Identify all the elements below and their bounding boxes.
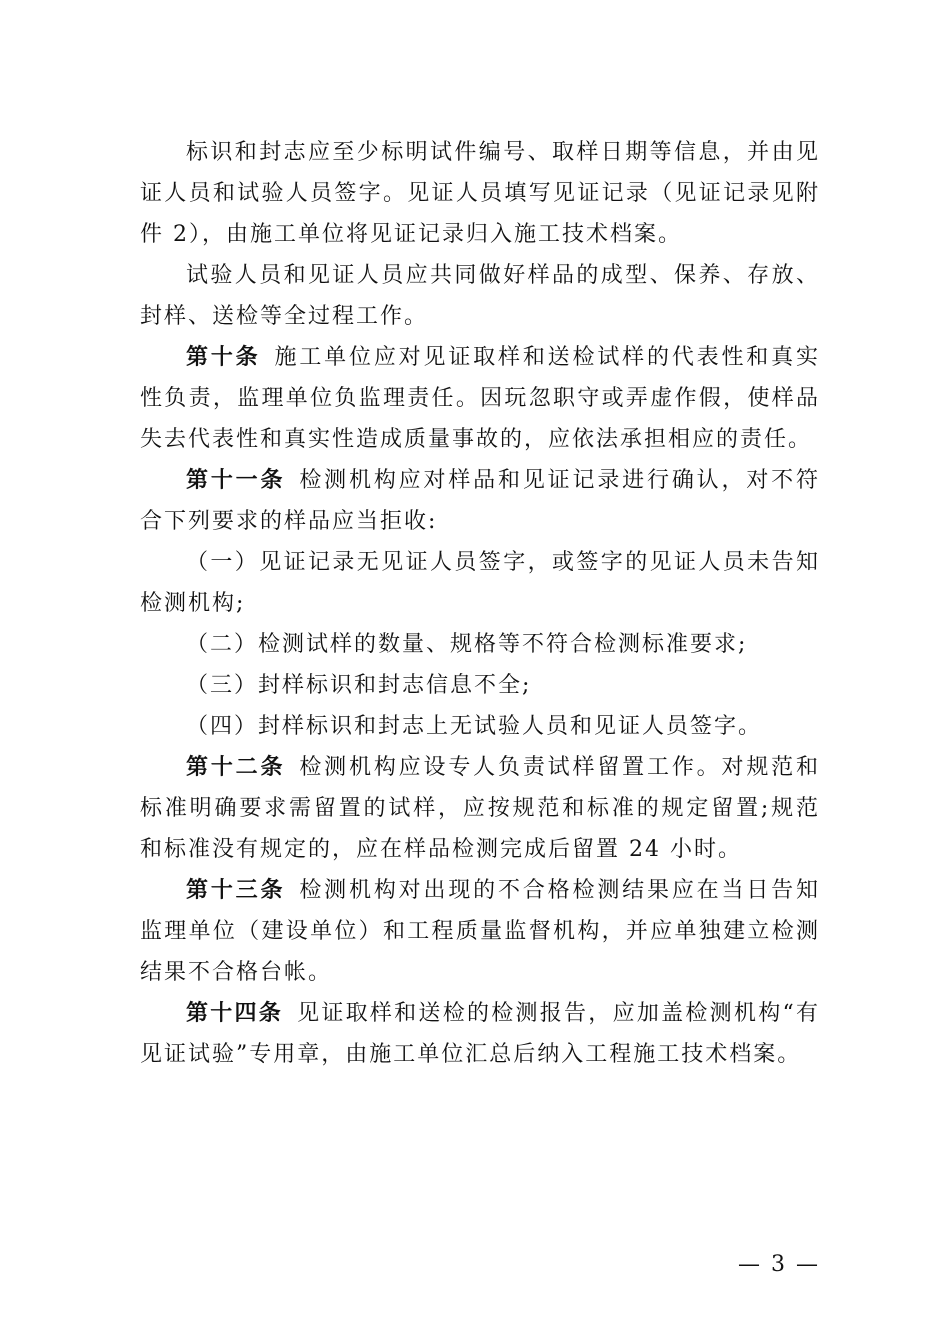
paragraph: 标识和封志应至少标明试件编号、取样日期等信息，并由见证人员和试验人员签字。见证人员填写见证记录（见证记录见附件 2），由施工单位将见证记录归入施工技术档案。 <box>140 140 820 247</box>
article-number: 第十三条 <box>186 878 286 903</box>
paragraph: 试验人员和见证人员应共同做好样品的成型、保养、存放、封样、送检等全过程工作。 <box>140 263 820 329</box>
article-text: 检测机构应对样品和见证记录进行确认，对不符合下列要求的样品应当拒收: <box>140 468 820 534</box>
article-text: 检测机构应设专人负责试样留置工作。对规范和标准明确要求需留置的试样，应按规范和标准的规定留置;规范和标准没有规定的，应在样品检测完成后留置 24 小时。 <box>140 755 820 862</box>
list-item: （一）见证记录无见证人员签字，或签字的见证人员未告知检测机构; <box>140 550 820 616</box>
page-number: — 3 — <box>738 1252 820 1277</box>
list-item: （四）封样标识和封志上无试验人员和见证人员签字。 <box>186 714 763 739</box>
article-text: 见证取样和送检的检测报告，应加盖检测机构“有见证试验”专用章，由施工单位汇总后纳入工程施工技术档案。 <box>140 1001 820 1067</box>
article-number: 第十四条 <box>186 1001 284 1026</box>
list-item: （二）检测试样的数量、规格等不符合检测标准要求; <box>186 632 748 657</box>
article-10 <box>140 337 820 460</box>
list-item: （三）封样标识和封志信息不全; <box>186 673 532 698</box>
article-text: 检测机构对出现的不合格检测结果应在当日告知监理单位（建设单位）和工程质量监督机构，并应单独建立检测结果不合格台帐。 <box>140 878 820 985</box>
article-13 <box>140 870 820 993</box>
article-number: 第十条 <box>186 345 261 370</box>
article-11 <box>140 460 820 542</box>
article-number: 第十一条 <box>186 468 286 493</box>
article-number: 第十二条 <box>186 755 286 780</box>
document-body <box>140 132 820 1075</box>
article-text: 施工单位应对见证取样和送检试样的代表性和真实性负责，监理单位负监理责任。因玩忽职守或弄虚作假，使样品失去代表性和真实性造成质量事故的，应依法承担相应的责任。 <box>140 345 820 452</box>
article-12 <box>140 747 820 870</box>
article-14 <box>140 993 820 1075</box>
